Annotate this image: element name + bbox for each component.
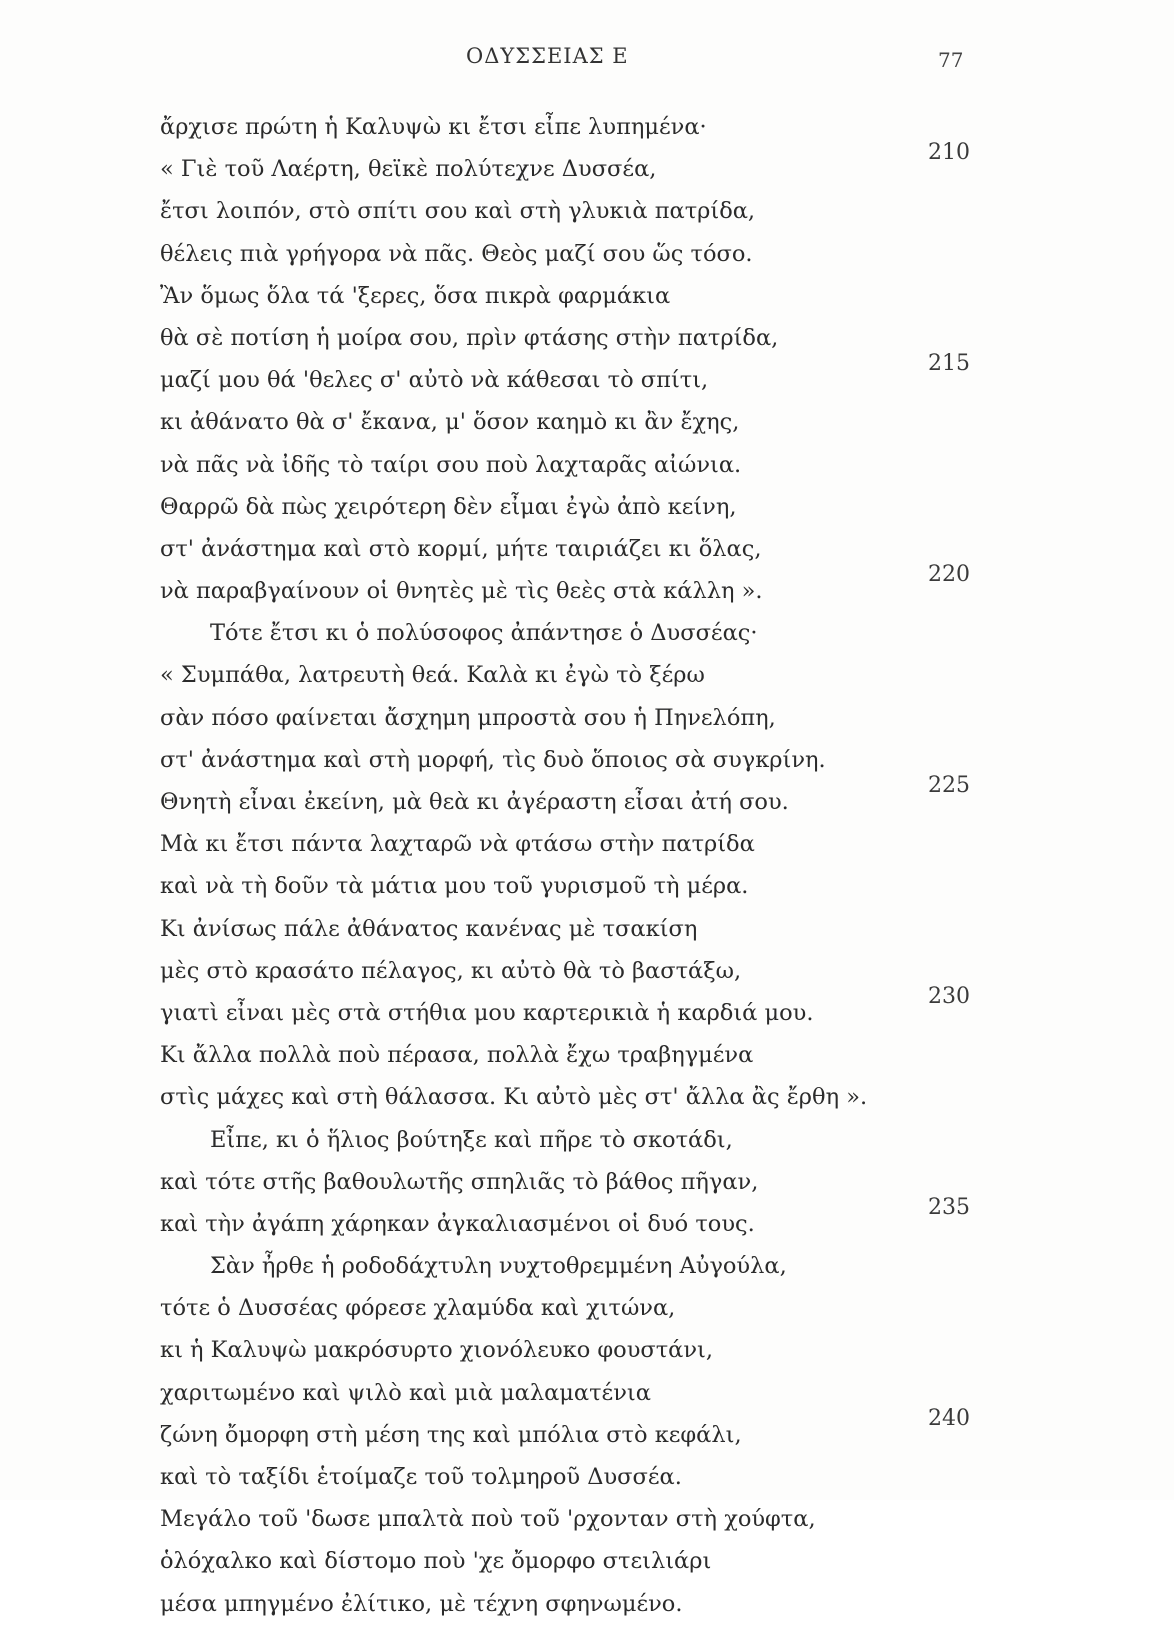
verse-line-text: ἔτσι λοιπόν, στὸ σπίτι σου καὶ στὴ γλυκιὰ πατρίδα,	[160, 198, 756, 225]
verse-line-text: Σὰν ἦρθε ἡ ροδοδάχτυλη νυχτοθρεμμένη Αὐγούλα,	[210, 1253, 787, 1280]
verse-line	[0, 190, 1174, 232]
verse-line	[0, 739, 1174, 781]
verse-line	[0, 865, 1174, 907]
verse-line-text: ἄρχισε πρώτη ἡ Καλυψὼ κι ἔτσι εἶπε λυπημένα·	[160, 114, 707, 140]
verse-line-text: στὶς μάχες καὶ στὴ θάλασσα. Κι αὐτὸ μὲς στ' ἄλλα ἂς ἔρθη ».	[160, 1084, 868, 1111]
verse-line-text: ζώνη ὄμορφη στὴ μέση της καὶ μπόλια στὸ κεφάλι,	[160, 1421, 742, 1448]
line-number: 235	[928, 1194, 970, 1220]
verse-line-text: « Συμπάθα, λατρευτὴ θεά. Καλὰ κι ἐγὼ τὸ ξέρω	[160, 662, 705, 689]
verse-line-text: Κι ἀνίσως πάλε ἀθάνατος κανένας μὲ τσακίση	[160, 915, 698, 942]
verse-line-text: καὶ τὴν ἀγάπη χάρηκαν ἀγκαλιασμένοι οἱ δυό τους.	[160, 1210, 755, 1237]
verse-line-text: νὰ παραβγαίνουν οἱ θνητὲς μὲ τὶς θεὲς στὰ κάλλη ».	[160, 578, 763, 605]
verse-line-text: Εἶπε, κι ὁ ἥλιος βούτηξε καὶ πῆρε τὸ σκοτάδι,	[210, 1126, 733, 1153]
verse-line	[0, 983, 1174, 1034]
verse-line	[0, 1498, 1174, 1540]
verse-line	[0, 444, 1174, 486]
line-number: 210	[928, 140, 970, 166]
verse-line-text: Μὰ κι ἔτσι πάντα λαχταρῶ νὰ φτάσω στὴν πατρίδα	[160, 831, 755, 858]
verse-line-text: στ' ἀνάστημα καὶ στὸ κορμί, μήτε ταιριάζει κι ὅλας,	[160, 535, 762, 562]
verse-line	[0, 106, 1174, 148]
verse-line	[0, 1540, 1174, 1582]
line-number: 220	[928, 562, 970, 588]
page-number: 77	[938, 48, 964, 72]
verse-line	[0, 1456, 1174, 1498]
verse-line	[0, 950, 1174, 992]
verse-line-text: χαριτωμένο καὶ ψιλὸ καὶ μιὰ μαλαματένια	[160, 1379, 651, 1406]
verse-line	[0, 1119, 1174, 1161]
line-number: 225	[928, 773, 970, 798]
verse-line-text: νὰ πᾶς νὰ ἰδῆς τὸ ταίρι σου ποὺ λαχταρᾶς αἰώνια.	[160, 451, 742, 478]
verse-line-text: θὰ σὲ ποτίση ἡ μοίρα σου, πρὶν φτάσης στὴν πατρίδα,	[160, 324, 779, 351]
verse-line-text: Θαρρῶ δὰ πὼς χειρότερη δὲν εἶμαι ἐγὼ ἀπὸ κείνη,	[160, 493, 737, 520]
verse-line	[0, 140, 1174, 190]
verse-line-text: κι ἀθάνατο θὰ σ' ἔκανα, μ' ὅσον καημὸ κι ἂν ἔχης,	[160, 409, 740, 436]
verse-line-text: μαζί μου θά 'θελες σ' αὐτὸ νὰ κάθεσαι τὸ σπίτι,	[160, 367, 709, 394]
verse-line-text: Θνητὴ εἶναι ἐκείνη, μὰ θεὰ κι ἀγέραστη εἶσαι ἀτή σου.	[160, 789, 789, 815]
verse-line	[0, 654, 1174, 696]
verse-line	[0, 908, 1174, 950]
verse-line	[0, 562, 1174, 612]
verse-line	[0, 317, 1174, 359]
verse-line	[0, 1583, 1174, 1625]
line-number: 230	[928, 983, 970, 1009]
verse-line	[0, 1161, 1174, 1203]
verse-line	[0, 1034, 1174, 1076]
verse-line	[0, 1076, 1174, 1118]
verse-line	[0, 1194, 1174, 1245]
verse-line	[0, 1287, 1174, 1329]
verse-line-text: καὶ νὰ τὴ δοῦν τὰ μάτια μου τοῦ γυρισμοῦ τὴ μέρα.	[160, 873, 749, 900]
verse-line	[0, 1245, 1174, 1287]
verse-line	[0, 1372, 1174, 1414]
verse-line-text: μὲς στὸ κρασάτο πέλαγος, κι αὐτὸ θὰ τὸ βαστάξω,	[160, 957, 742, 984]
verse-line	[0, 486, 1174, 528]
verse-line	[0, 1329, 1174, 1371]
verse-line-text: μέσα μπηγμένο ἐλίτικο, μὲ τέχνη σφηνωμένο.	[160, 1590, 683, 1617]
running-title: ΟΔΥΣΣΕΙΑΣ Ε	[466, 44, 629, 68]
verse-line-text: γιατὶ εἶναι μὲς στὰ στήθια μου καρτερικιὰ ἡ καρδιά μου.	[160, 999, 814, 1026]
running-head	[0, 44, 1174, 78]
verse-line	[0, 401, 1174, 443]
line-number: 240	[928, 1405, 970, 1431]
verse-line	[0, 823, 1174, 865]
verse-line	[0, 528, 1174, 570]
verse-line-text: σὰν πόσο φαίνεται ἄσχημη μπροστὰ σου ἡ Πηνελόπη,	[160, 704, 776, 731]
verse-line-text: Ἂν ὅμως ὅλα τά 'ξερες, ὅσα πικρὰ φαρμάκια	[160, 282, 671, 309]
verse-line-text: τότε ὁ Δυσσέας φόρεσε χλαμύδα καὶ χιτώνα,	[160, 1295, 676, 1322]
verse-line-text: καὶ τὸ ταξίδι ἑτοίμαζε τοῦ τολμηροῦ Δυσσέα.	[160, 1464, 682, 1490]
verse-line	[0, 773, 1174, 823]
verse-block	[0, 106, 1174, 1625]
line-number: 215	[928, 351, 970, 377]
verse-line-text: Μεγάλο τοῦ 'δωσε μπαλτὰ ποὺ τοῦ 'ρχονταν στὴ χούφτα,	[160, 1506, 816, 1533]
verse-line-text: στ' ἀνάστημα καὶ στὴ μορφή, τὶς δυὸ ὅποιος σὰ συγκρίνη.	[160, 746, 826, 773]
verse-line	[0, 351, 1174, 401]
verse-line-text: κι ἡ Καλυψὼ μακρόσυρτο χιονόλευκο φουστάνι,	[160, 1337, 714, 1364]
verse-line	[0, 275, 1174, 317]
verse-line-text: καὶ τότε στῆς βαθουλωτῆς σπηλιᾶς τὸ βάθος πῆγαν,	[160, 1168, 759, 1195]
verse-line-text: θέλεις πιὰ γρήγορα νὰ πᾶς. Θεὸς μαζί σου ὥς τόσο.	[160, 240, 753, 267]
verse-line-text: Τότε ἔτσι κι ὁ πολύσοφος ἀπάντησε ὁ Δυσσέας·	[210, 620, 758, 647]
verse-line-text: « Γιὲ τοῦ Λαέρτη, θεϊκὲ πολύτεχνε Δυσσέα,	[160, 156, 657, 183]
verse-line	[0, 697, 1174, 739]
verse-line-text: Κι ἄλλα πολλὰ ποὺ πέρασα, πολλὰ ἔχω τραβηγμένα	[160, 1042, 754, 1069]
verse-line	[0, 233, 1174, 275]
verse-line-text: ὁλόχαλκο καὶ δίστομο ποὺ 'χε ὄμορφο στειλιάρι	[160, 1548, 712, 1575]
verse-line	[0, 612, 1174, 654]
verse-line	[0, 1405, 1174, 1456]
